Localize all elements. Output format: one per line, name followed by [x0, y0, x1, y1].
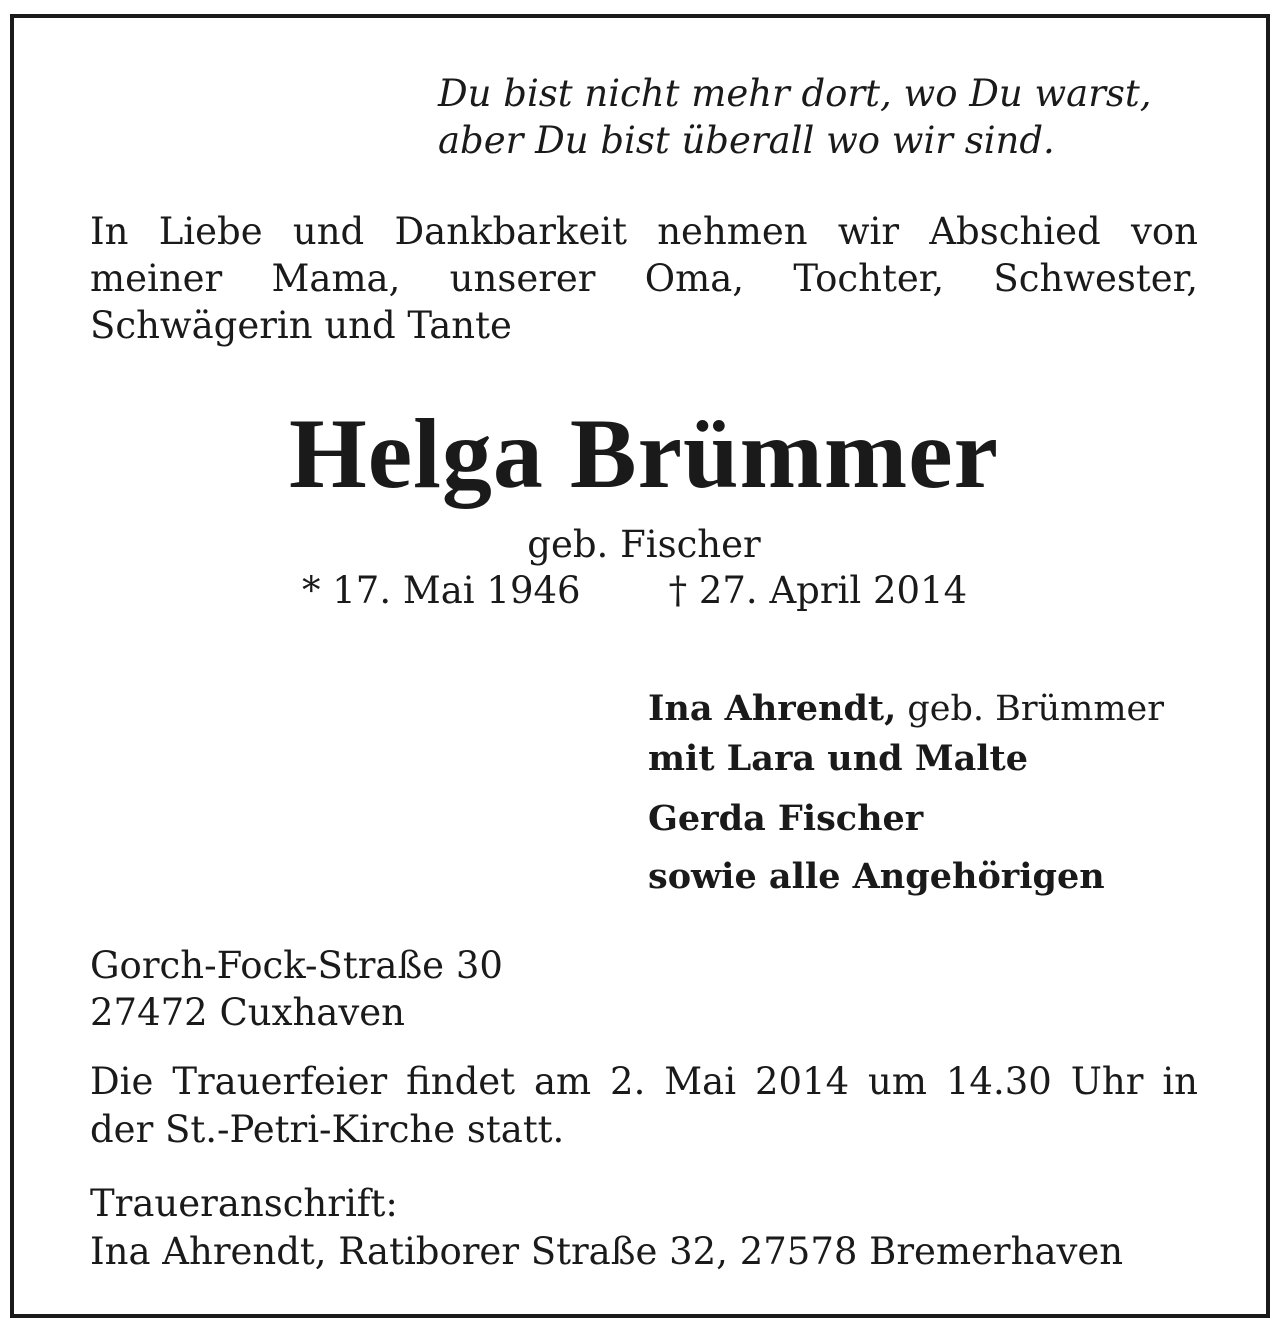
mourners-list	[648, 684, 1208, 906]
mourner-line-1	[648, 684, 1208, 734]
ceremony-notice: Die Trauerfeier findet am 2. Mai 2014 um 14.30 Uhr in der St.-Petri-Kirche statt.	[90, 1060, 1198, 1151]
obituary-content	[90, 18, 1198, 1314]
mourning-address-label: Traueranschrift:	[90, 1182, 398, 1225]
mourning-address	[90, 1180, 1123, 1276]
mourner-line-4: sowie alle Angehörigen	[648, 856, 1105, 897]
intro-text: In Liebe und Dankbarkeit nehmen wir Abschied von meiner Mama, unserer Oma, Tochter, Schwester, Schwägerin und Tante	[90, 210, 1198, 347]
address-city: 27472 Cuxhaven	[90, 991, 405, 1034]
mourner-line-3: Gerda Fischer	[648, 798, 924, 839]
mourning-address-value: Ina Ahrendt, Ratiborer Straße 32, 27578 Bremerhaven	[90, 1230, 1124, 1273]
address-street: Gorch-Fock-Straße 30	[90, 944, 503, 987]
deceased-name: Helga Brümmer	[288, 398, 1000, 509]
death-date: † 27. April 2014	[668, 569, 968, 612]
motto-quote	[438, 70, 1198, 164]
life-dates	[302, 568, 967, 614]
mourner-line-2: mit Lara und Malte	[648, 738, 1028, 779]
mourner-maiden-name: geb. Brümmer	[896, 689, 1164, 729]
maiden-name: geb. Fischer	[527, 523, 761, 566]
motto-line-2: aber Du bist überall wo wir sind.	[438, 119, 1055, 162]
home-address	[90, 942, 503, 1036]
birth-date: * 17. Mai 1946	[302, 569, 581, 612]
motto-line-1: Du bist nicht mehr dort, wo Du warst,	[438, 72, 1152, 115]
mourner-name: Ina Ahrendt,	[648, 688, 897, 729]
obituary-frame	[10, 14, 1270, 1318]
